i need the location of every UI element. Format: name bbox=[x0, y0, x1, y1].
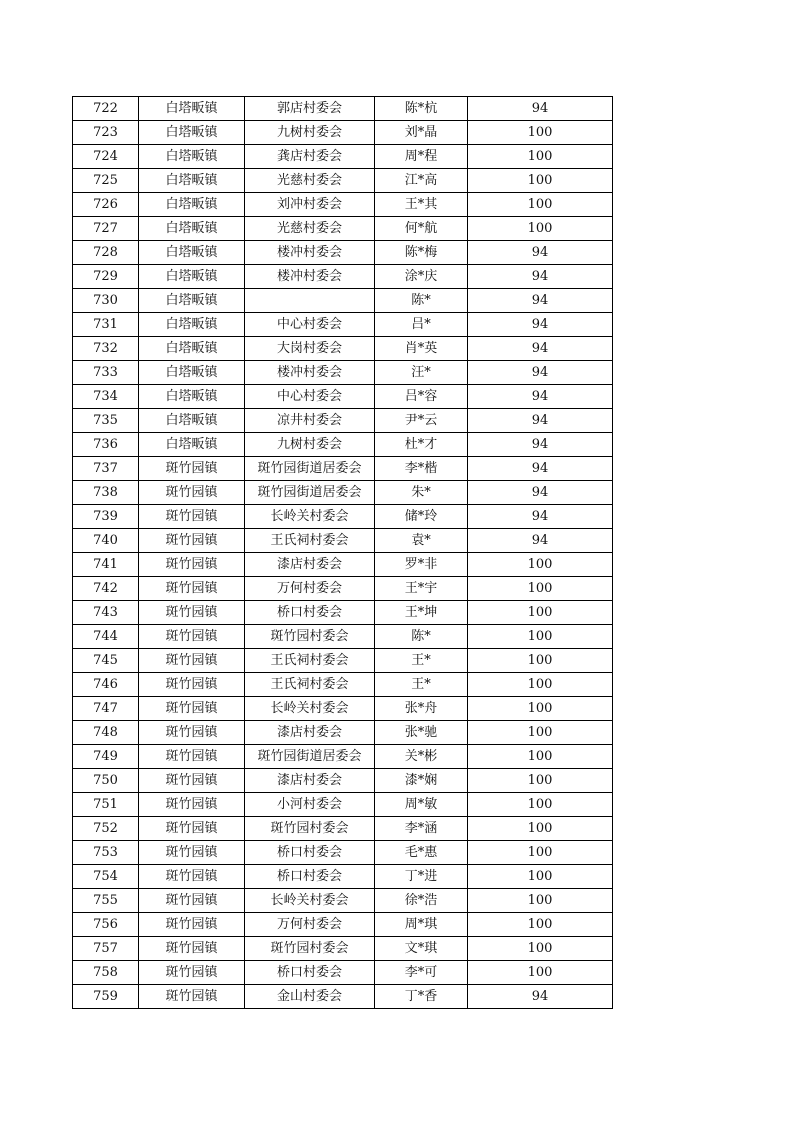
village-committee-cell: 桥口村委会 bbox=[245, 961, 375, 985]
row-number-cell: 728 bbox=[73, 241, 139, 265]
score-cell: 100 bbox=[468, 553, 613, 577]
town-cell: 斑竹园镇 bbox=[139, 577, 245, 601]
score-cell: 100 bbox=[468, 937, 613, 961]
score-cell: 94 bbox=[468, 457, 613, 481]
table-row bbox=[73, 553, 613, 577]
row-number-cell: 724 bbox=[73, 145, 139, 169]
town-cell: 斑竹园镇 bbox=[139, 553, 245, 577]
town-cell: 白塔畈镇 bbox=[139, 337, 245, 361]
row-number-cell: 725 bbox=[73, 169, 139, 193]
score-cell: 100 bbox=[468, 961, 613, 985]
village-committee-cell: 王氏祠村委会 bbox=[245, 649, 375, 673]
row-number-cell: 729 bbox=[73, 265, 139, 289]
table-row bbox=[73, 961, 613, 985]
name-cell: 张*舟 bbox=[375, 697, 468, 721]
name-cell: 关*彬 bbox=[375, 745, 468, 769]
name-cell: 刘*晶 bbox=[375, 121, 468, 145]
name-cell: 王* bbox=[375, 673, 468, 697]
village-committee-cell: 长岭关村委会 bbox=[245, 889, 375, 913]
village-committee-cell: 光慈村委会 bbox=[245, 169, 375, 193]
village-committee-cell: 长岭关村委会 bbox=[245, 505, 375, 529]
village-committee-cell: 斑竹园村委会 bbox=[245, 937, 375, 961]
name-cell: 李*涵 bbox=[375, 817, 468, 841]
table-row bbox=[73, 793, 613, 817]
village-committee-cell: 光慈村委会 bbox=[245, 217, 375, 241]
row-number-cell: 758 bbox=[73, 961, 139, 985]
score-cell: 94 bbox=[468, 289, 613, 313]
table-row bbox=[73, 193, 613, 217]
village-committee-cell: 万何村委会 bbox=[245, 577, 375, 601]
table-row bbox=[73, 889, 613, 913]
table-row bbox=[73, 913, 613, 937]
row-number-cell: 745 bbox=[73, 649, 139, 673]
table-row bbox=[73, 457, 613, 481]
name-cell: 王* bbox=[375, 649, 468, 673]
name-cell: 周*敏 bbox=[375, 793, 468, 817]
village-committee-cell: 桥口村委会 bbox=[245, 865, 375, 889]
name-cell: 王*其 bbox=[375, 193, 468, 217]
town-cell: 斑竹园镇 bbox=[139, 793, 245, 817]
score-cell: 94 bbox=[468, 313, 613, 337]
table-row bbox=[73, 409, 613, 433]
town-cell: 白塔畈镇 bbox=[139, 241, 245, 265]
table-row bbox=[73, 769, 613, 793]
table-body bbox=[73, 97, 613, 1009]
village-committee-cell: 斑竹园街道居委会 bbox=[245, 481, 375, 505]
row-number-cell: 739 bbox=[73, 505, 139, 529]
table-row bbox=[73, 601, 613, 625]
village-committee-cell: 中心村委会 bbox=[245, 313, 375, 337]
village-committee-cell: 楼冲村委会 bbox=[245, 265, 375, 289]
row-number-cell: 743 bbox=[73, 601, 139, 625]
name-cell: 陈*杭 bbox=[375, 97, 468, 121]
row-number-cell: 752 bbox=[73, 817, 139, 841]
name-cell: 涂*庆 bbox=[375, 265, 468, 289]
name-cell: 丁*进 bbox=[375, 865, 468, 889]
row-number-cell: 736 bbox=[73, 433, 139, 457]
row-number-cell: 753 bbox=[73, 841, 139, 865]
town-cell: 白塔畈镇 bbox=[139, 265, 245, 289]
row-number-cell: 730 bbox=[73, 289, 139, 313]
name-cell: 肖*英 bbox=[375, 337, 468, 361]
table-row bbox=[73, 721, 613, 745]
table-row bbox=[73, 361, 613, 385]
town-cell: 斑竹园镇 bbox=[139, 769, 245, 793]
score-cell: 100 bbox=[468, 745, 613, 769]
table-row bbox=[73, 841, 613, 865]
table-row bbox=[73, 337, 613, 361]
name-cell: 吕*容 bbox=[375, 385, 468, 409]
score-cell: 100 bbox=[468, 817, 613, 841]
name-cell: 朱* bbox=[375, 481, 468, 505]
table-row bbox=[73, 529, 613, 553]
table-row bbox=[73, 505, 613, 529]
table-row bbox=[73, 625, 613, 649]
village-committee-cell bbox=[245, 289, 375, 313]
row-number-cell: 759 bbox=[73, 985, 139, 1009]
town-cell: 白塔畈镇 bbox=[139, 145, 245, 169]
village-committee-cell: 大岗村委会 bbox=[245, 337, 375, 361]
town-cell: 斑竹园镇 bbox=[139, 937, 245, 961]
score-cell: 100 bbox=[468, 673, 613, 697]
score-cell: 100 bbox=[468, 601, 613, 625]
score-cell: 94 bbox=[468, 241, 613, 265]
village-committee-cell: 斑竹园村委会 bbox=[245, 625, 375, 649]
town-cell: 白塔畈镇 bbox=[139, 433, 245, 457]
name-cell: 周*程 bbox=[375, 145, 468, 169]
town-cell: 斑竹园镇 bbox=[139, 745, 245, 769]
name-cell: 何*航 bbox=[375, 217, 468, 241]
table-row bbox=[73, 697, 613, 721]
table-row bbox=[73, 577, 613, 601]
town-cell: 白塔畈镇 bbox=[139, 409, 245, 433]
row-number-cell: 744 bbox=[73, 625, 139, 649]
table-row bbox=[73, 385, 613, 409]
table-row bbox=[73, 433, 613, 457]
village-committee-cell: 王氏祠村委会 bbox=[245, 529, 375, 553]
village-committee-cell: 桥口村委会 bbox=[245, 601, 375, 625]
table-row bbox=[73, 937, 613, 961]
village-committee-cell: 长岭关村委会 bbox=[245, 697, 375, 721]
score-cell: 100 bbox=[468, 217, 613, 241]
name-cell: 陈* bbox=[375, 625, 468, 649]
table-row bbox=[73, 745, 613, 769]
score-cell: 100 bbox=[468, 649, 613, 673]
village-committee-cell: 郭店村委会 bbox=[245, 97, 375, 121]
village-committee-cell: 斑竹园村委会 bbox=[245, 817, 375, 841]
village-committee-cell: 楼冲村委会 bbox=[245, 241, 375, 265]
score-cell: 100 bbox=[468, 121, 613, 145]
name-cell: 陈* bbox=[375, 289, 468, 313]
village-committee-cell: 小河村委会 bbox=[245, 793, 375, 817]
name-cell: 江*高 bbox=[375, 169, 468, 193]
data-table bbox=[72, 96, 613, 1009]
score-cell: 100 bbox=[468, 145, 613, 169]
score-cell: 94 bbox=[468, 985, 613, 1009]
village-committee-cell: 中心村委会 bbox=[245, 385, 375, 409]
table-row bbox=[73, 817, 613, 841]
village-committee-cell: 桥口村委会 bbox=[245, 841, 375, 865]
score-cell: 100 bbox=[468, 721, 613, 745]
town-cell: 斑竹园镇 bbox=[139, 601, 245, 625]
table-row bbox=[73, 217, 613, 241]
table-row bbox=[73, 121, 613, 145]
town-cell: 斑竹园镇 bbox=[139, 673, 245, 697]
table-row bbox=[73, 169, 613, 193]
name-cell: 汪* bbox=[375, 361, 468, 385]
row-number-cell: 735 bbox=[73, 409, 139, 433]
score-cell: 100 bbox=[468, 577, 613, 601]
village-committee-cell: 斑竹园街道居委会 bbox=[245, 745, 375, 769]
village-committee-cell: 漆店村委会 bbox=[245, 553, 375, 577]
village-committee-cell: 凉井村委会 bbox=[245, 409, 375, 433]
score-cell: 94 bbox=[468, 265, 613, 289]
town-cell: 斑竹园镇 bbox=[139, 913, 245, 937]
table-row bbox=[73, 865, 613, 889]
village-committee-cell: 万何村委会 bbox=[245, 913, 375, 937]
town-cell: 白塔畈镇 bbox=[139, 289, 245, 313]
name-cell: 丁*香 bbox=[375, 985, 468, 1009]
score-cell: 100 bbox=[468, 697, 613, 721]
score-cell: 94 bbox=[468, 337, 613, 361]
row-number-cell: 741 bbox=[73, 553, 139, 577]
table-row bbox=[73, 985, 613, 1009]
town-cell: 白塔畈镇 bbox=[139, 97, 245, 121]
town-cell: 白塔畈镇 bbox=[139, 361, 245, 385]
town-cell: 白塔畈镇 bbox=[139, 121, 245, 145]
name-cell: 徐*浩 bbox=[375, 889, 468, 913]
town-cell: 白塔畈镇 bbox=[139, 313, 245, 337]
score-cell: 94 bbox=[468, 361, 613, 385]
row-number-cell: 751 bbox=[73, 793, 139, 817]
town-cell: 斑竹园镇 bbox=[139, 481, 245, 505]
village-committee-cell: 金山村委会 bbox=[245, 985, 375, 1009]
row-number-cell: 755 bbox=[73, 889, 139, 913]
name-cell: 陈*梅 bbox=[375, 241, 468, 265]
town-cell: 斑竹园镇 bbox=[139, 817, 245, 841]
town-cell: 斑竹园镇 bbox=[139, 889, 245, 913]
town-cell: 斑竹园镇 bbox=[139, 529, 245, 553]
village-committee-cell: 斑竹园街道居委会 bbox=[245, 457, 375, 481]
table-row bbox=[73, 649, 613, 673]
row-number-cell: 747 bbox=[73, 697, 139, 721]
village-committee-cell: 龚店村委会 bbox=[245, 145, 375, 169]
town-cell: 斑竹园镇 bbox=[139, 505, 245, 529]
row-number-cell: 748 bbox=[73, 721, 139, 745]
score-cell: 100 bbox=[468, 841, 613, 865]
name-cell: 罗*非 bbox=[375, 553, 468, 577]
town-cell: 斑竹园镇 bbox=[139, 841, 245, 865]
town-cell: 白塔畈镇 bbox=[139, 193, 245, 217]
row-number-cell: 722 bbox=[73, 97, 139, 121]
table-row bbox=[73, 289, 613, 313]
score-cell: 94 bbox=[468, 97, 613, 121]
table-row bbox=[73, 241, 613, 265]
row-number-cell: 727 bbox=[73, 217, 139, 241]
name-cell: 王*坤 bbox=[375, 601, 468, 625]
score-cell: 94 bbox=[468, 529, 613, 553]
name-cell: 吕* bbox=[375, 313, 468, 337]
town-cell: 白塔畈镇 bbox=[139, 217, 245, 241]
row-number-cell: 746 bbox=[73, 673, 139, 697]
row-number-cell: 749 bbox=[73, 745, 139, 769]
row-number-cell: 733 bbox=[73, 361, 139, 385]
row-number-cell: 750 bbox=[73, 769, 139, 793]
row-number-cell: 737 bbox=[73, 457, 139, 481]
score-cell: 94 bbox=[468, 433, 613, 457]
score-cell: 100 bbox=[468, 913, 613, 937]
town-cell: 斑竹园镇 bbox=[139, 985, 245, 1009]
town-cell: 斑竹园镇 bbox=[139, 697, 245, 721]
table-row bbox=[73, 481, 613, 505]
name-cell: 漆*娴 bbox=[375, 769, 468, 793]
score-cell: 94 bbox=[468, 505, 613, 529]
row-number-cell: 740 bbox=[73, 529, 139, 553]
village-committee-cell: 漆店村委会 bbox=[245, 721, 375, 745]
town-cell: 斑竹园镇 bbox=[139, 961, 245, 985]
town-cell: 斑竹园镇 bbox=[139, 649, 245, 673]
village-committee-cell: 刘冲村委会 bbox=[245, 193, 375, 217]
row-number-cell: 754 bbox=[73, 865, 139, 889]
row-number-cell: 738 bbox=[73, 481, 139, 505]
score-cell: 100 bbox=[468, 169, 613, 193]
row-number-cell: 732 bbox=[73, 337, 139, 361]
score-cell: 94 bbox=[468, 385, 613, 409]
name-cell: 杜*才 bbox=[375, 433, 468, 457]
table-row bbox=[73, 313, 613, 337]
row-number-cell: 734 bbox=[73, 385, 139, 409]
town-cell: 白塔畈镇 bbox=[139, 385, 245, 409]
name-cell: 李*楷 bbox=[375, 457, 468, 481]
name-cell: 周*琪 bbox=[375, 913, 468, 937]
score-cell: 100 bbox=[468, 793, 613, 817]
name-cell: 王*宇 bbox=[375, 577, 468, 601]
name-cell: 李*可 bbox=[375, 961, 468, 985]
village-committee-cell: 楼冲村委会 bbox=[245, 361, 375, 385]
score-cell: 94 bbox=[468, 409, 613, 433]
village-committee-cell: 王氏祠村委会 bbox=[245, 673, 375, 697]
name-cell: 张*驰 bbox=[375, 721, 468, 745]
row-number-cell: 756 bbox=[73, 913, 139, 937]
town-cell: 斑竹园镇 bbox=[139, 625, 245, 649]
row-number-cell: 731 bbox=[73, 313, 139, 337]
village-committee-cell: 漆店村委会 bbox=[245, 769, 375, 793]
town-cell: 斑竹园镇 bbox=[139, 865, 245, 889]
table-row bbox=[73, 145, 613, 169]
row-number-cell: 726 bbox=[73, 193, 139, 217]
town-cell: 白塔畈镇 bbox=[139, 169, 245, 193]
name-cell: 毛*惠 bbox=[375, 841, 468, 865]
town-cell: 斑竹园镇 bbox=[139, 457, 245, 481]
score-cell: 100 bbox=[468, 889, 613, 913]
name-cell: 储*玲 bbox=[375, 505, 468, 529]
score-cell: 94 bbox=[468, 481, 613, 505]
name-cell: 尹*云 bbox=[375, 409, 468, 433]
row-number-cell: 757 bbox=[73, 937, 139, 961]
name-cell: 文*琪 bbox=[375, 937, 468, 961]
name-cell: 袁* bbox=[375, 529, 468, 553]
village-committee-cell: 九树村委会 bbox=[245, 433, 375, 457]
score-cell: 100 bbox=[468, 865, 613, 889]
village-committee-cell: 九树村委会 bbox=[245, 121, 375, 145]
table-row bbox=[73, 673, 613, 697]
town-cell: 斑竹园镇 bbox=[139, 721, 245, 745]
table-row bbox=[73, 265, 613, 289]
score-cell: 100 bbox=[468, 193, 613, 217]
score-cell: 100 bbox=[468, 625, 613, 649]
table-row bbox=[73, 97, 613, 121]
row-number-cell: 742 bbox=[73, 577, 139, 601]
row-number-cell: 723 bbox=[73, 121, 139, 145]
score-cell: 100 bbox=[468, 769, 613, 793]
